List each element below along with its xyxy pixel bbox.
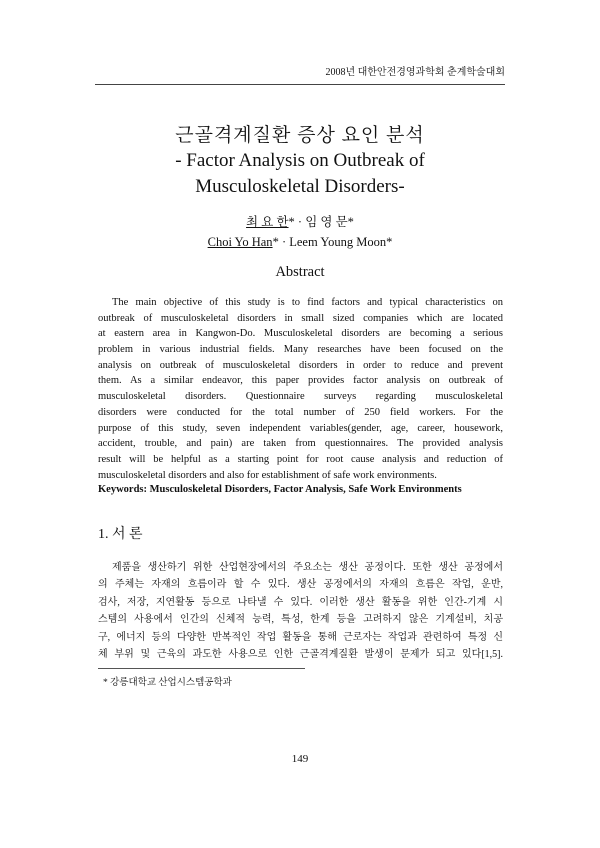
- introduction-paragraph: [98, 559, 503, 663]
- abstract-line: musculoskeletal disorders and also for establishment of safe work environments.: [98, 469, 437, 481]
- author-english-first-mark: *: [272, 235, 279, 249]
- footnote-rule: [98, 668, 305, 669]
- keywords-line: Keywords: Musculoskeletal Disorders, Factor Analysis, Safe Work Environments: [98, 484, 462, 495]
- abstract-line: them. As a similar endeavor, this paper provides factor analysis on outbreak of: [98, 375, 503, 387]
- introduction-line: 체 부위 및 근육의 과도한 사용으로 인한 근골격계질환 발생이 문제가 되고 있다[1,5].: [98, 648, 503, 660]
- abstract-line: outbreak of musculoskeletal disorders in small sized companies which are located: [98, 312, 503, 324]
- section-heading-introduction: 1. 서 론: [98, 527, 143, 542]
- header-rule: [95, 84, 505, 85]
- authors-korean: [0, 214, 600, 230]
- abstract-line: result will be helpful as a starting point for root cause analysis and reduction of: [98, 453, 503, 465]
- author-english-first: Choi Yo Han: [207, 235, 273, 249]
- page-number: 149: [291, 753, 309, 765]
- authors-english: [0, 234, 600, 250]
- title-english-line-2: Musculoskeletal Disorders-: [195, 176, 405, 197]
- author-english-second: Leem Young Moon*: [289, 235, 393, 249]
- abstract-line: analysis on outbreak of musculoskeletal disorders in order to reduce and prevent: [98, 359, 503, 371]
- abstract-line: The main objective of this study is to find factors and typical characteristics on: [112, 297, 503, 308]
- author-korean-first: 최 요 한: [246, 215, 289, 229]
- introduction-line: 구, 에너지 등의 다양한 반복적인 작업 활동을 통해 근로자는 작업과 관련하여 특정 신: [98, 631, 503, 643]
- introduction-line: 검사, 저장, 지연활동 등으로 나타낼 수 있다. 이러한 생산 활동을 위한 인간-기계 시: [98, 596, 503, 608]
- author-korean-first-mark: *: [288, 215, 295, 229]
- author-korean-second: 임 영 문*: [305, 215, 354, 229]
- introduction-line: 제품을 생산하기 위한 산업현장에서의 주요소는 생산 공정이다. 또한 생산 공정에서: [112, 562, 503, 573]
- abstract-paragraph: [98, 295, 503, 483]
- abstract-line: problem in various industrial fields. Many researches have been focused on the: [98, 344, 503, 356]
- introduction-line: 의 주체는 자재의 흐름이라 할 수 있다. 생산 공정에서의 자재의 흐름은 작업, 운반,: [98, 579, 503, 591]
- abstract-line: purpose of this study, seven independent variables(gender, age, career, housework,: [98, 422, 503, 434]
- abstract-line: at eastern area in Kangwon-Do. Musculoskeletal disorders are becoming a serious: [98, 328, 503, 340]
- author-korean-separator: ·: [294, 215, 306, 229]
- title-korean: 근골격계질환 증상 요인 분석: [175, 125, 425, 146]
- introduction-line: 스템의 사용에서 인간의 신체적 능력, 특성, 한계 등을 고려하지 않은 기계설비, 치공: [98, 614, 503, 626]
- author-english-separator: ·: [278, 235, 290, 249]
- affiliation-footnote: * 강릉대학교 산업시스템공학과: [103, 678, 232, 688]
- abstract-heading: Abstract: [275, 264, 325, 280]
- abstract-line: musculoskeletal disorders. Questionnaire surveys regarding musculoskeletal: [98, 391, 503, 403]
- abstract-line: accident, trouble, and pain) are taken from questionnaires. The provided analysis: [98, 438, 503, 450]
- conference-header: 2008년 대한안전경영과학회 춘계학술대회: [325, 67, 505, 78]
- title-english-line-1: - Factor Analysis on Outbreak of: [175, 150, 425, 171]
- abstract-line: disorders were conducted for the total number of 250 field workers. For the: [98, 406, 503, 418]
